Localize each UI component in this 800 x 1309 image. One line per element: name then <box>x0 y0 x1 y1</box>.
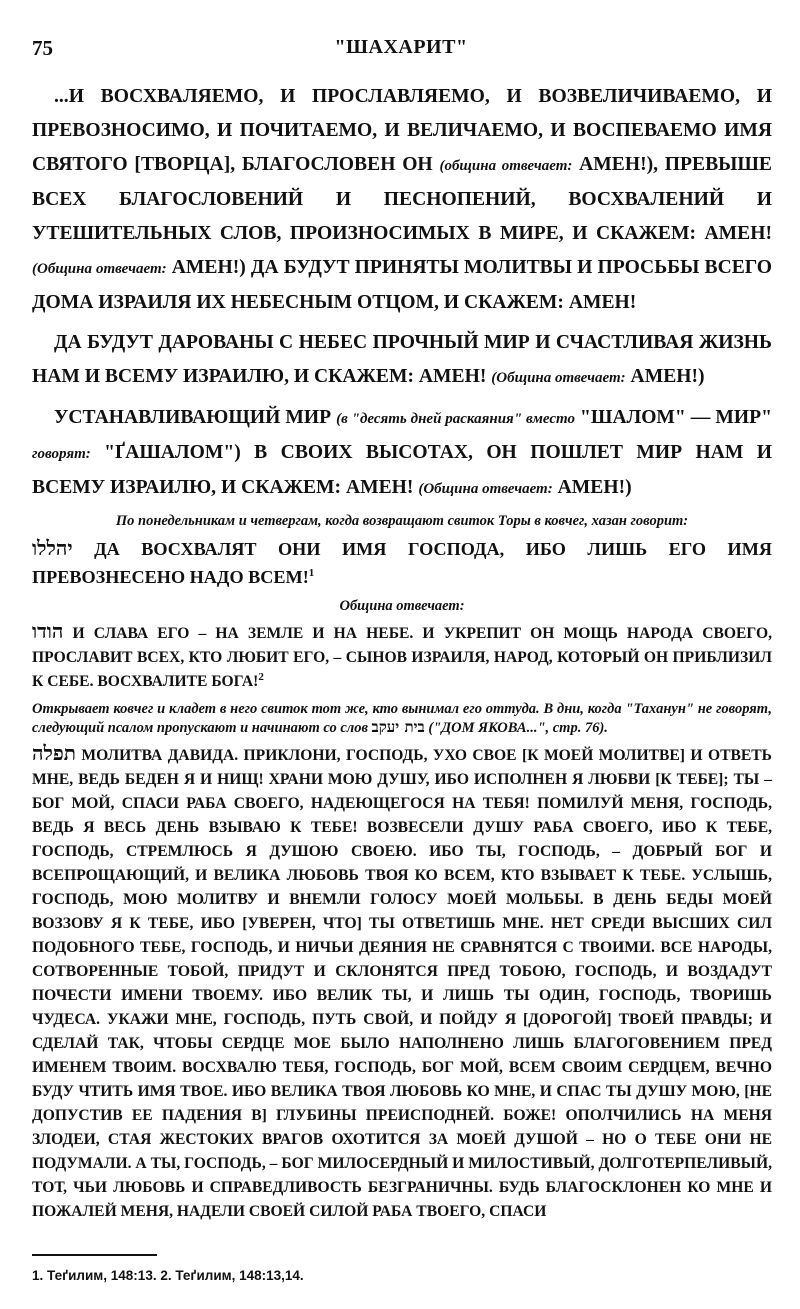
running-title: "ШАХАРИТ" <box>334 36 468 58</box>
kaddish-text: АМЕН!), ПРЕВЫШЕ ВСЕХ БЛАГОСЛОВЕНИЙ И ПЕСНОПЕНИЙ, ВОСХВАЛЕНИЙ И УТЕШИТЕЛЬНЫХ СЛОВ, ПРОИЗНОСИМЫХ В МИРЕ, И СКАЖЕМ: АМЕН! <box>32 154 772 244</box>
kaddish-text: ДА БУДУТ ДАРОВАНЫ С НЕБЕС ПРОЧНЫЙ МИР И СЧАСТЛИВАЯ ЖИЗНЬ НАМ И ВСЕМУ ИЗРАИЛЮ, И СКАЖЕМ: АМЕН! <box>32 332 772 387</box>
hebrew-word: יהללו <box>32 536 73 560</box>
footnote-divider <box>32 1254 157 1256</box>
kaddish-text: АМЕН!) <box>557 477 632 498</box>
kaddish-text: АМЕН!) <box>630 366 705 387</box>
main-text <box>32 80 772 1230</box>
psalm-86-text <box>32 741 772 1224</box>
community-response: (Община отвечает: <box>32 261 167 277</box>
hebrew-word: בית יעקב <box>371 718 425 736</box>
hazan-verse-text: ДА ВОСХВАЛЯТ ОНИ ИМЯ ГОСПОДА, ИБО ЛИШЬ ЕГО ИМЯ ПРЕВОЗНЕСЕНО НАДО ВСЕМ! <box>32 539 772 587</box>
footnotes: 1. Теґилим, 148:13. 2. Теґилим, 148:13,14. <box>32 1268 304 1283</box>
ark-instruction <box>32 700 772 737</box>
torah-return-instruction: По понедельникам и четвергам, когда возвращают свиток Торы в ковчег, хазан говорит: <box>115 513 689 529</box>
kaddish-text: УСТАНАВЛИВАЮЩИЙ МИР <box>54 407 332 428</box>
instruction-inline: (в "десять дней раскаяния" вместо <box>336 411 576 427</box>
kaddish-paragraph-2 <box>32 326 772 395</box>
hazan-verse <box>32 534 772 591</box>
kaddish-text: АМЕН!) ДА БУДУТ ПРИНЯТЫ МОЛИТВЫ И ПРОСЬБЫ ВСЕГО ДОМА ИЗРАИЛЯ ИХ НЕБЕСНЫМ ОТЦОМ, И СКАЖЕМ: АМЕН! <box>32 257 773 313</box>
community-response-verse <box>32 619 772 694</box>
kaddish-text: ...И ВОСХВАЛЯЕМО, И ПРОСЛАВЛЯЕМО, И ВОЗВЕЛИЧИВАЕМО, И ПРЕВОЗНОСИМО, И ПОЧИТАЕМО, И ВЕЛИЧАЕМО, И ВОСПЕВАЕМО ИМЯ СВЯТОГО [ТВОРЦА], БЛАГОСЛОВЕН ОН <box>32 86 772 175</box>
kaddish-text: "ҐАШАЛОМ") В СВОИХ ВЫСОТАХ, ОН ПОШЛЕТ МИР НАМ И ВСЕМУ ИЗРАИЛЮ, И СКАЖЕМ: АМЕН! <box>32 442 773 498</box>
page-number: 75 <box>32 36 53 60</box>
kaddish-text: "ШАЛОМ" — МИР" <box>580 407 772 428</box>
hebrew-word: תפלה <box>32 741 76 765</box>
hebrew-word: הודו <box>32 619 64 643</box>
instruction-inline: говорят: <box>32 446 91 462</box>
kaddish-paragraph-1 <box>32 80 772 320</box>
community-response: (община отвечает: <box>439 158 573 174</box>
psalm-text: МОЛИТВА ДАВИДА. ПРИКЛОНИ, ГОСПОДЬ, УХО СВОЕ [К МОЕЙ МОЛИТВЕ] И ОТВЕТЬ МНЕ, ВЕДЬ БЕДЕН Я И НИЩ! ХРАНИ МОЮ ДУШУ, ИБО ИСПОЛНЕН Я ЛЮБВИ [К ТЕБЕ]; ТЫ – БОГ МОЙ, СПАСИ РАБА СВОЕГО, НАДЕЮЩЕГОСЯ НА ТЕБЯ! ПОМИЛУЙ МЕНЯ, ГОСПОДЬ, ВЕДЬ Я ВЕСЬ ДЕНЬ ВЗЫВАЮ К ТЕБЕ! ВОЗВЕСЕЛИ ДУШУ РАБА СВОЕГО, ИБО К ТЕБЕ, ГОСПОДЬ, СТРЕМЛЮСЬ Я ДУШОЮ СВОЕЮ. ИБО ТЫ, ГОСПОДЬ, – ДОБРЫЙ БОГ И ВСЕПРОЩАЮЩИЙ, И ВЕЛИКА ЛЮБОВЬ ТВОЯ КО ВСЕМ, КТО ВЗЫВАЕТ К ТЕБЕ. УСЛЫШЬ, ГОСПОДЬ, МОЮ МОЛИТВУ И ВНЕМЛИ ГОЛОСУ МОЕЙ МОЛЬБЫ. В ДЕНЬ БЕДЫ МОЕЙ ВОЗЗОВУ Я К ТЕБЕ, ИБО [УВЕРЕН, ЧТО] ТЫ ОТВЕТИШЬ МНЕ. НЕТ СРЕДИ ВЫСШИХ СИЛ ПОДОБНОГО ТЕБЕ, ГОСПОДЬ, И НИЧЬИ ДЕЯНИЯ НЕ СРАВНЯТСЯ С ТВОИМИ. ВСЕ НАРОДЫ, СОТВОРЕННЫЕ ТОБОЙ, ПРИДУТ И СКЛОНЯТСЯ ПРЕД ТОБОЮ, ГОСПОДЬ, И ВОЗДАДУТ ПОЧЕСТИ ИМЕНИ ТВОЕМУ. ИБО ВЕЛИК ТЫ, И ЛИШЬ ТЫ ОДИН, ГОСПОДЬ, ТВОРИШЬ ЧУДЕСА. УКАЖИ МНЕ, ГОСПОДЬ, ПУТЬ СВОЙ, И ПОЙДУ Я [ДОРОГОЙ] ТВОЕЙ ПРАВДЫ; И СДЕЛАЙ ТАК, ЧТОБЫ СЕРДЦЕ МОЕ БЫЛО НАПОЛНЕНО ЛИШЬ БЛАГОГОВЕНИЕМ ПРЕД ИМЕНЕМ ТВОИМ. ВОСХВАЛЮ ТЕБЯ, ГОСПОДЬ, БОГ МОЙ, ВСЕМ СВОИМ СЕРДЦЕМ, ВЕЧНО БУДУ ЧТИТЬ ИМЯ ТВОЕ. ИБО ВЕЛИКА ТВОЯ ЛЮБОВЬ КО МНЕ, И СПАС ТЫ ДУШУ МОЮ, [НЕ ДОПУСТИВ ЕЕ ПАДЕНИЯ В] ГЛУБИНЫ ПРЕИСПОДНЕЙ. БОЖЕ! ОПОЛЧИЛИСЬ НА МЕНЯ ЗЛОДЕИ, СТАЯ ЖЕСТОКИХ ВРАГОВ ОХОТИТСЯ ЗА МОЕЙ ДУШОЙ – НО О ТЕБЕ ОНИ НЕ ПОДУМАЛИ. А ТЫ, ГОСПОДЬ, – БОГ МИЛОСЕРДНЫЙ И МИЛОСТИВЫЙ, ДОЛГОТЕРПЕЛИВЫЙ, ТОТ, ЧЬИ ЛЮБОВЬ И СПРАВЕДЛИВОСТЬ БЕЗГРАНИЧНЫ. БУДЬ БЛАГОСКЛОНЕН КО МНЕ И ПОЖАЛЕЙ МЕНЯ, НАДЕЛИ СВОЕЙ СИЛОЙ РАБА ТВОЕГО, СПАСИ <box>32 747 772 1220</box>
community-response-text: И СЛАВА ЕГО – НА ЗЕМЛЕ И НА НЕБЕ. И УКРЕПИТ ОН МОЩЬ НАРОДА СВОЕГО, ПРОСЛАВИТ ВСЕХ, КТО ЛЮБИТ ЕГО, – СЫНОВ ИЗРАИЛЯ, НАРОД, КОТОРЫЙ ОН ПРИБЛИЗИЛ К СЕБЕ. ВОСХВАЛИТЕ БОГА! <box>32 625 772 690</box>
ark-instruction-text: Открывает ковчег и кладет в него свиток тот же, кто вынимал его оттуда. В дни, когда "Таханун" не говорят, следующий псалом пропускают и начинают со слов <box>32 701 772 736</box>
ark-instruction-ref: ("ДОМ ЯКОВА...", стр. 76). <box>428 720 608 736</box>
footnote-mark: 2 <box>258 670 264 683</box>
community-response: (Община отвечает: <box>491 370 626 386</box>
page-header <box>32 36 770 66</box>
kaddish-paragraph-3 <box>32 401 772 506</box>
community-response: (Община отвечает: <box>418 481 553 497</box>
footnote-mark: 1 <box>308 566 315 579</box>
community-label: Община отвечает: <box>339 598 465 614</box>
